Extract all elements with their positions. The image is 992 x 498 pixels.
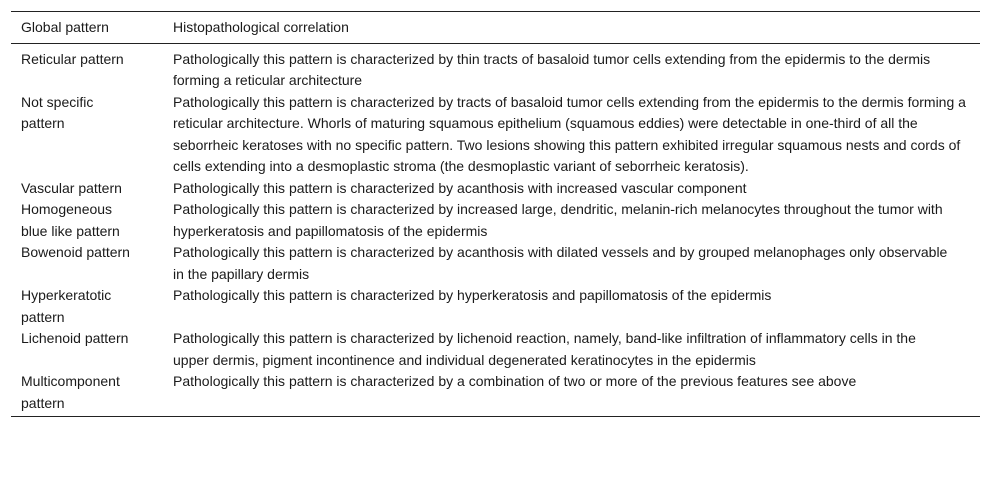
table-row [11,199,980,242]
pattern-name: Reticular pattern [21,50,124,67]
correlation-cell [163,199,980,242]
correlation-cell [163,242,980,285]
table-row [11,178,980,200]
table-row [11,371,980,417]
pattern-cell [11,43,163,92]
pattern-name: Vascular pattern [21,179,122,196]
table-row [11,43,980,92]
pattern-correlation-table-container [11,11,980,417]
table-row [11,328,980,371]
header-histopathological-correlation: Histopathological correlation [173,19,349,35]
correlation-text: Pathologically this pattern is characterized by acanthosis with dilated vessels and by grouped melanophages only observable in the papillary dermis [173,244,948,282]
correlation-text: Pathologically this pattern is characterized by acanthosis with increased vascular component [173,179,747,196]
pattern-correlation-table [11,11,980,417]
pattern-name: Not specific pattern [21,93,94,131]
correlation-text: Pathologically this pattern is characterized by increased large, dendritic, melanin-rich melanocytes throughout the tumor with hyperkeratosis and papillomatosis of the epidermis [173,201,943,239]
correlation-cell [163,92,980,178]
pattern-name: Homogeneous blue like pattern [21,201,120,239]
table-header-row [11,12,980,44]
header-global-pattern: Global pattern [21,19,109,35]
table-row [11,242,980,285]
pattern-name: Multicomponent pattern [21,373,120,411]
correlation-text: Pathologically this pattern is characterized by thin tracts of basaloid tumor cells extending from the epidermis to the dermis forming a reticular architecture [173,50,931,88]
pattern-cell [11,92,163,178]
pattern-name: Lichenoid pattern [21,330,129,346]
correlation-text: Pathologically this pattern is characterized by hyperkeratosis and papillomatosis of the epidermis [173,287,772,303]
pattern-cell [11,178,163,200]
table-header [11,12,980,44]
correlation-cell [163,285,980,328]
pattern-cell [11,328,163,371]
table-row [11,285,980,328]
pattern-cell [11,285,163,328]
pattern-name: Bowenoid pattern [21,244,130,260]
table-row [11,92,980,178]
table-body [11,43,980,417]
correlation-cell [163,371,980,417]
pattern-name: Hyperkeratotic pattern [21,287,112,325]
pattern-cell [11,199,163,242]
correlation-text: Pathologically this pattern is characterized by lichenoid reaction, namely, band-like infiltration of inflammatory cells in the upper dermis, pigment incontinence and individual degenerated keratinocytes in the epidermis [173,330,916,368]
pattern-cell [11,371,163,417]
correlation-cell [163,178,980,200]
correlation-cell [163,328,980,371]
pattern-cell [11,242,163,285]
correlation-text: Pathologically this pattern is characterized by tracts of basaloid tumor cells extending from the epidermis to the dermis forming a reticular architecture. Whorls of maturing squamous epithelium (squamous eddies) were detectable in one-third of all the seborrheic keratoses with no specific pattern. Two lesions showing this pattern exhibited irregular squamous nests and cords of cells extending into a desmoplastic stroma (the desmoplastic variant of seborrheic keratosis). [173,93,966,174]
correlation-text: Pathologically this pattern is characterized by a combination of two or more of the previous features see above [173,373,857,389]
correlation-cell [163,43,980,92]
